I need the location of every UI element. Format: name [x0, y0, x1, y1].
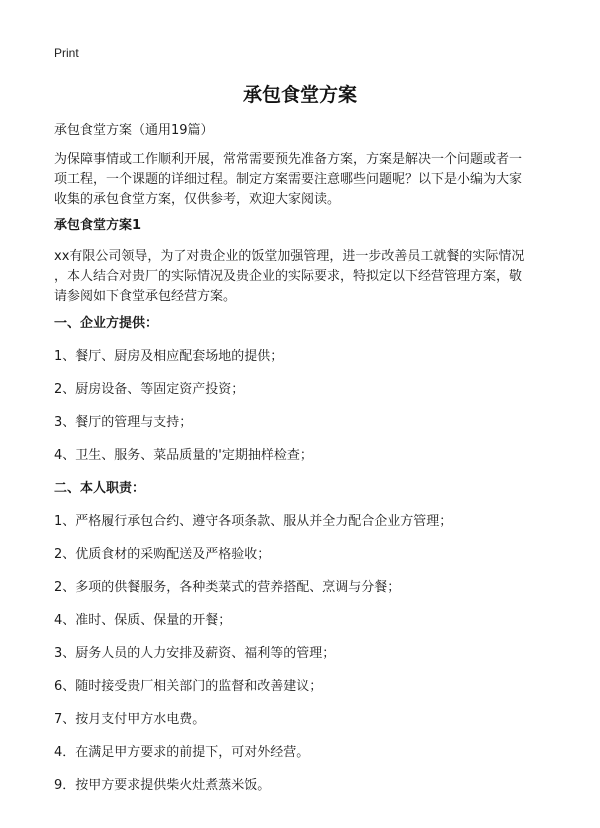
list-item: 9．按甲方要求提供柴火灶煮蒸米饭。 [54, 778, 271, 793]
part2-heading: 二、本人职责： [54, 481, 146, 496]
paragraph-line: 请参阅如下食堂承包经营方案。 [54, 289, 237, 304]
section1-paragraph [54, 247, 550, 307]
document-title: 承包食堂方案 [242, 84, 357, 106]
list-item: 4．在满足甲方要求的前提下，可对外经营。 [54, 745, 310, 760]
part1-heading: 一、企业方提供： [54, 316, 159, 331]
intro-line: 项工程，一个课题的详细过程。制定方案需要注意哪些问题呢？以下是小编为大家 [54, 172, 523, 187]
intro-paragraph [54, 150, 550, 210]
list-item: 1、严格履行承包合约、遵守各项条款、服从并全力配合企业方管理； [54, 514, 453, 529]
list-item: 4、卫生、服务、菜品质量的'定期抽样检查； [54, 448, 313, 463]
list-item: 4、准时、保质、保量的开餐； [54, 613, 232, 628]
paragraph-line: ，本人结合对贵厂的实际情况及贵企业的实际要求，特拟定以下经营管理方案，敬 [54, 269, 523, 284]
intro-line: 为保障事情或工作顺利开展，常常需要预先准备方案，方案是解决一个问题或者一 [54, 152, 523, 167]
list-item: 2、优质食材的采购配送及严格验收； [54, 547, 271, 562]
list-item: 1、餐厅、厨房及相应配套场地的提供； [54, 349, 284, 364]
list-item: 7、按月支付甲方水电费。 [54, 712, 206, 727]
print-label[interactable]: Print [54, 46, 79, 60]
list-item: 2、厨房设备、等固定资产投资； [54, 382, 245, 397]
paragraph-line: xx有限公司领导，为了对贵企业的饭堂加强管理，进一步改善员工就餐的实际情况 [54, 249, 525, 264]
list-item: 3、厨务人员的人力安排及薪资、福利等的管理； [54, 646, 336, 661]
list-item: 6、随时接受贵厂相关部门的监督和改善建议； [54, 679, 323, 694]
list-item: 3、餐厅的管理与支持； [54, 415, 193, 430]
document-subtitle: 承包食堂方案（通用19篇） [54, 123, 214, 138]
intro-line: 收集的承包食堂方案，仅供参考，欢迎大家阅读。 [54, 192, 341, 207]
list-item: 2、多项的供餐服务，各种类菜式的营养搭配、烹调与分餐； [54, 580, 401, 595]
section-heading: 承包食堂方案1 [54, 218, 142, 233]
